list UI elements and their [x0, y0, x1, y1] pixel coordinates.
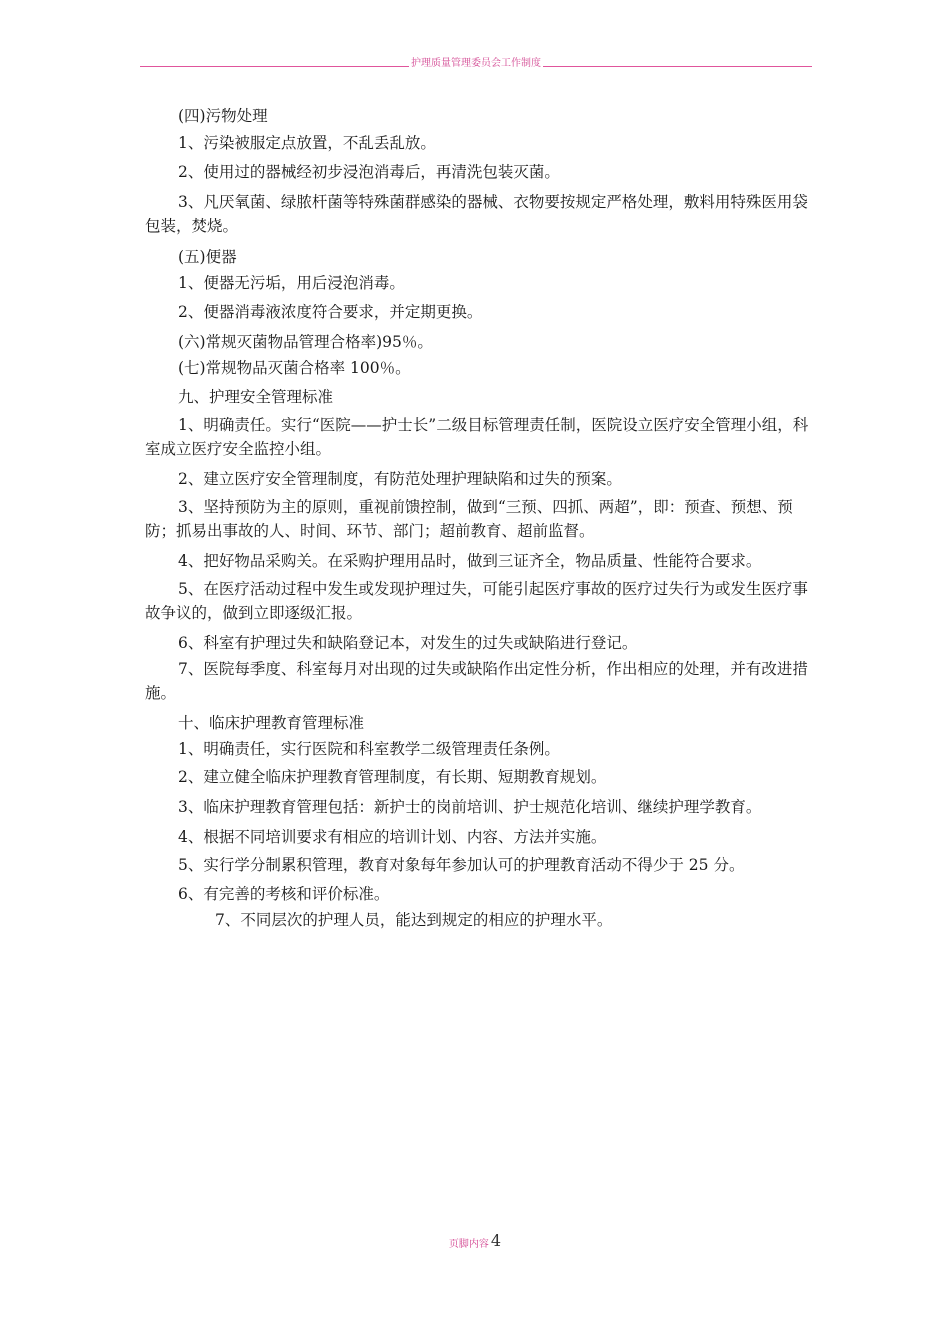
document-body: [145, 104, 815, 935]
header-title-wrap: [140, 58, 812, 70]
paragraph: 5、实行学分制累积管理，教育对象每年参加认可的护理教育活动不得少于 25 分。: [178, 856, 745, 874]
paragraph: (七)常规物品灭菌合格率 100％。: [178, 359, 411, 377]
paragraph: 7、不同层次的护理人员，能达到规定的相应的护理水平。: [215, 911, 613, 929]
paragraph: (四)污物处理: [178, 107, 268, 125]
paragraph: 1、便器无污垢，用后浸泡消毒。: [178, 274, 405, 292]
paragraph: (六)常规灭菌物品管理合格率)95％。: [178, 333, 433, 351]
page-header: [140, 57, 812, 71]
paragraph: 九、护理安全管理标准: [178, 388, 334, 406]
paragraph: 3、凡厌氧菌、绿脓杆菌等特殊菌群感染的器械、衣物要按规定严格处理，敷料用特殊医用袋包装，焚烧。: [145, 193, 808, 235]
paragraph: 6、有完善的考核和评价标准。: [178, 885, 390, 903]
paragraph: 7、医院每季度、科室每月对出现的过失或缺陷作出定性分析，作出相应的处理，并有改进措施。: [145, 660, 808, 702]
paragraph: (五)便器: [178, 248, 237, 266]
paragraph: 5、在医疗活动过程中发生或发现护理过失，可能引起医疗事故的医疗过失行为或发生医疗事故争议的，做到立即逐级汇报。: [145, 580, 808, 622]
page-number: 4: [490, 1231, 502, 1250]
paragraph: 1、明确责任，实行医院和科室教学二级管理责任条例。: [178, 740, 560, 758]
paragraph: 3、坚持预防为主的原则，重视前馈控制，做到“三预、四抓、两超”，即：预查、预想、预防；抓易出事故的人、时间、环节、部门；超前教育、超前监督。: [145, 498, 793, 540]
page-footer: [0, 1232, 950, 1251]
paragraph: 3、临床护理教育管理包括：新护士的岗前培训、护士规范化培训、继续护理学教育。: [178, 798, 762, 816]
paragraph: 4、把好物品采购关。在采购护理用品时，做到三证齐全，物品质量、性能符合要求。: [178, 552, 762, 570]
header-title: 护理质量管理委员会工作制度: [411, 58, 541, 69]
paragraph: 2、建立健全临床护理教育管理制度，有长期、短期教育规划。: [178, 768, 607, 786]
footer-label: 页脚内容: [448, 1239, 489, 1250]
paragraph: 4、根据不同培训要求有相应的培训计划、内容、方法并实施。: [178, 828, 607, 846]
paragraph: 2、使用过的器械经初步浸泡消毒后，再清洗包装灭菌。: [178, 163, 560, 181]
paragraph: 6、科室有护理过失和缺陷登记本，对发生的过失或缺陷进行登记。: [178, 634, 638, 652]
paragraph: 十、临床护理教育管理标准: [178, 714, 365, 732]
paragraph: 2、便器消毒液浓度符合要求，并定期更换。: [178, 303, 483, 321]
paragraph: 2、建立医疗安全管理制度，有防范处理护理缺陷和过失的预案。: [178, 470, 622, 488]
paragraph: 1、污染被服定点放置，不乱丢乱放。: [178, 134, 436, 152]
paragraph: 1、明确责任。实行“医院——护士长”二级目标管理责任制，医院设立医疗安全管理小组，科室成立医疗安全监控小组。: [145, 416, 809, 458]
